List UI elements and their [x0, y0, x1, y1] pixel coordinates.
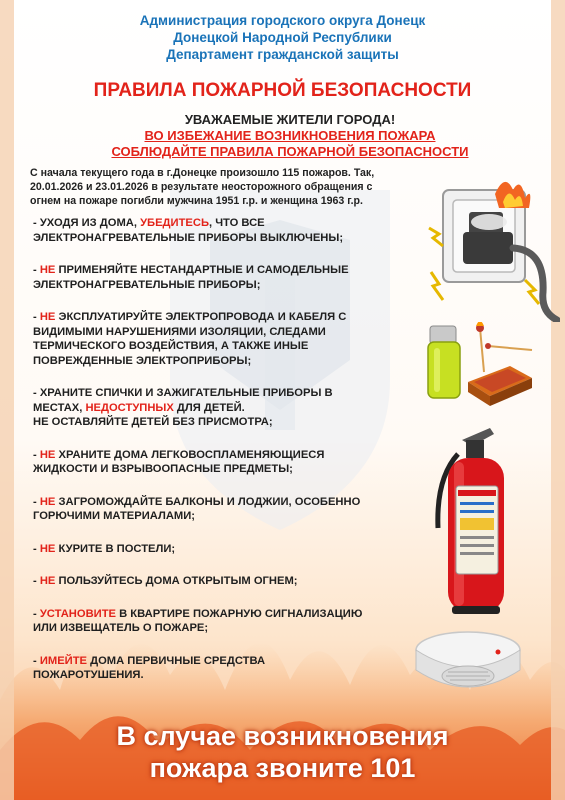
- rule-item: - ИМЕЙТЕ ДОМА ПЕРВИЧНЫЕ СРЕДСТВА ПОЖАРОТУШЕНИЯ.: [33, 654, 266, 681]
- intro-line-2: 20.01.2026 и 23.01.2026 в результате неосторожного обращения с: [30, 181, 373, 193]
- appeal-line-1: УВАЖАЕМЫЕ ЖИТЕЛИ ГОРОДА!: [184, 112, 396, 127]
- rule-item: - НЕ КУРИТЕ В ПОСТЕЛИ;: [33, 542, 176, 555]
- header-line-1: Администрация городского округа Донецк: [139, 13, 426, 28]
- overloaded-socket-icon: [425, 172, 560, 322]
- banner-line-1: В случае возникновения: [116, 721, 449, 751]
- header-line-3: Департамент гражданской защиты: [166, 47, 399, 62]
- emergency-call-banner: [0, 720, 565, 784]
- rule-item: - НЕ ЭКСПЛУАТИРУЙТЕ ЭЛЕКТРОПРОВОДА И КАБЕЛЯ С ВИДИМЫМИ НАРУШЕНИЯМИ ИЗОЛЯЦИИ, СЛЕДАМИ ТЕРМИЧЕСКОГО ВОЗДЕЙСТВИЯ, А ТАКЖЕ ИНЫЕ ПОВРЕЖДЕННЫЕ ЭЛЕКТРОПРИБОРЫ;: [33, 311, 347, 367]
- poster-title: ПРАВИЛА ПОЖАРНОЙ БЕЗОПАСНОСТИ: [93, 80, 472, 101]
- rule-item: - НЕ ХРАНИТЕ ДОМА ЛЕГКОВОСПЛАМЕНЯЮЩИЕСЯ ЖИДКОСТИ И ВЗРЫВООПАСНЫЕ ПРЕДМЕТЫ;: [33, 448, 325, 475]
- rule-item: - НЕ ЗАГРОМОЖДАЙТЕ БАЛКОНЫ И ЛОДЖИИ, ОСОБЕННО ГОРЮЧИМИ МАТЕРИАЛАМИ;: [33, 495, 361, 522]
- appeal-line-3: СОБЛЮДАЙТЕ ПРАВИЛА ПОЖАРНОЙ БЕЗОПАСНОСТИ: [111, 144, 469, 159]
- rules-list: [33, 216, 413, 683]
- rule-item: - УСТАНОВИТЕ В КВАРТИРЕ ПОЖАРНУЮ СИГНАЛИЗАЦИЮ ИЛИ ИЗВЕЩАТЕЛЬ О ПОЖАРЕ;: [33, 607, 363, 634]
- rule-item: - ХРАНИТЕ СПИЧКИ И ЗАЖИГАТЕЛЬНЫЕ ПРИБОРЫ В МЕСТАХ, НЕДОСТУПНЫХ ДЛЯ ДЕТЕЙ. НЕ ОСТАВЛЯЙТЕ ДЕТЕЙ БЕЗ ПРИСМОТРА;: [33, 387, 333, 428]
- fire-extinguisher-icon: [432, 418, 524, 618]
- appeal: [60, 112, 520, 160]
- intro-line-1: С начала текущего года в г.Донецке произошло 115 пожаров. Так,: [30, 167, 375, 179]
- banner-line-2: пожара звоните 101: [149, 753, 416, 783]
- header-line-2: Донецкой Народной Республики: [173, 30, 392, 45]
- rule-item: - УХОДЯ ИЗ ДОМА, УБЕДИТЕСЬ, ЧТО ВСЕ ЭЛЕКТРОНАГРЕВАТЕЛЬНЫЕ ПРИБОРЫ ВЫКЛЮЧЕНЫ;: [33, 217, 344, 244]
- rule-item: - НЕ ПРИМЕНЯЙТЕ НЕСТАНДАРТНЫЕ И САМОДЕЛЬНЫЕ ЭЛЕКТРОНАГРЕВАТЕЛЬНЫЕ ПРИБОРЫ;: [33, 264, 349, 291]
- matchbox-icon: [458, 322, 540, 410]
- appeal-line-2: ВО ИЗБЕЖАНИЕ ВОЗНИКНОВЕНИЯ ПОЖАРА: [144, 128, 436, 143]
- header: [0, 12, 565, 63]
- intro-line-3: огнем на пожаре погибли мужчина 1951 г.р. и женщина 1963 г.р.: [30, 195, 363, 207]
- smoke-detector-icon: [412, 626, 524, 704]
- incident-intro: [30, 166, 430, 208]
- rule-item: - НЕ ПОЛЬЗУЙТЕСЬ ДОМА ОТКРЫТЫМ ОГНЕМ;: [33, 575, 298, 587]
